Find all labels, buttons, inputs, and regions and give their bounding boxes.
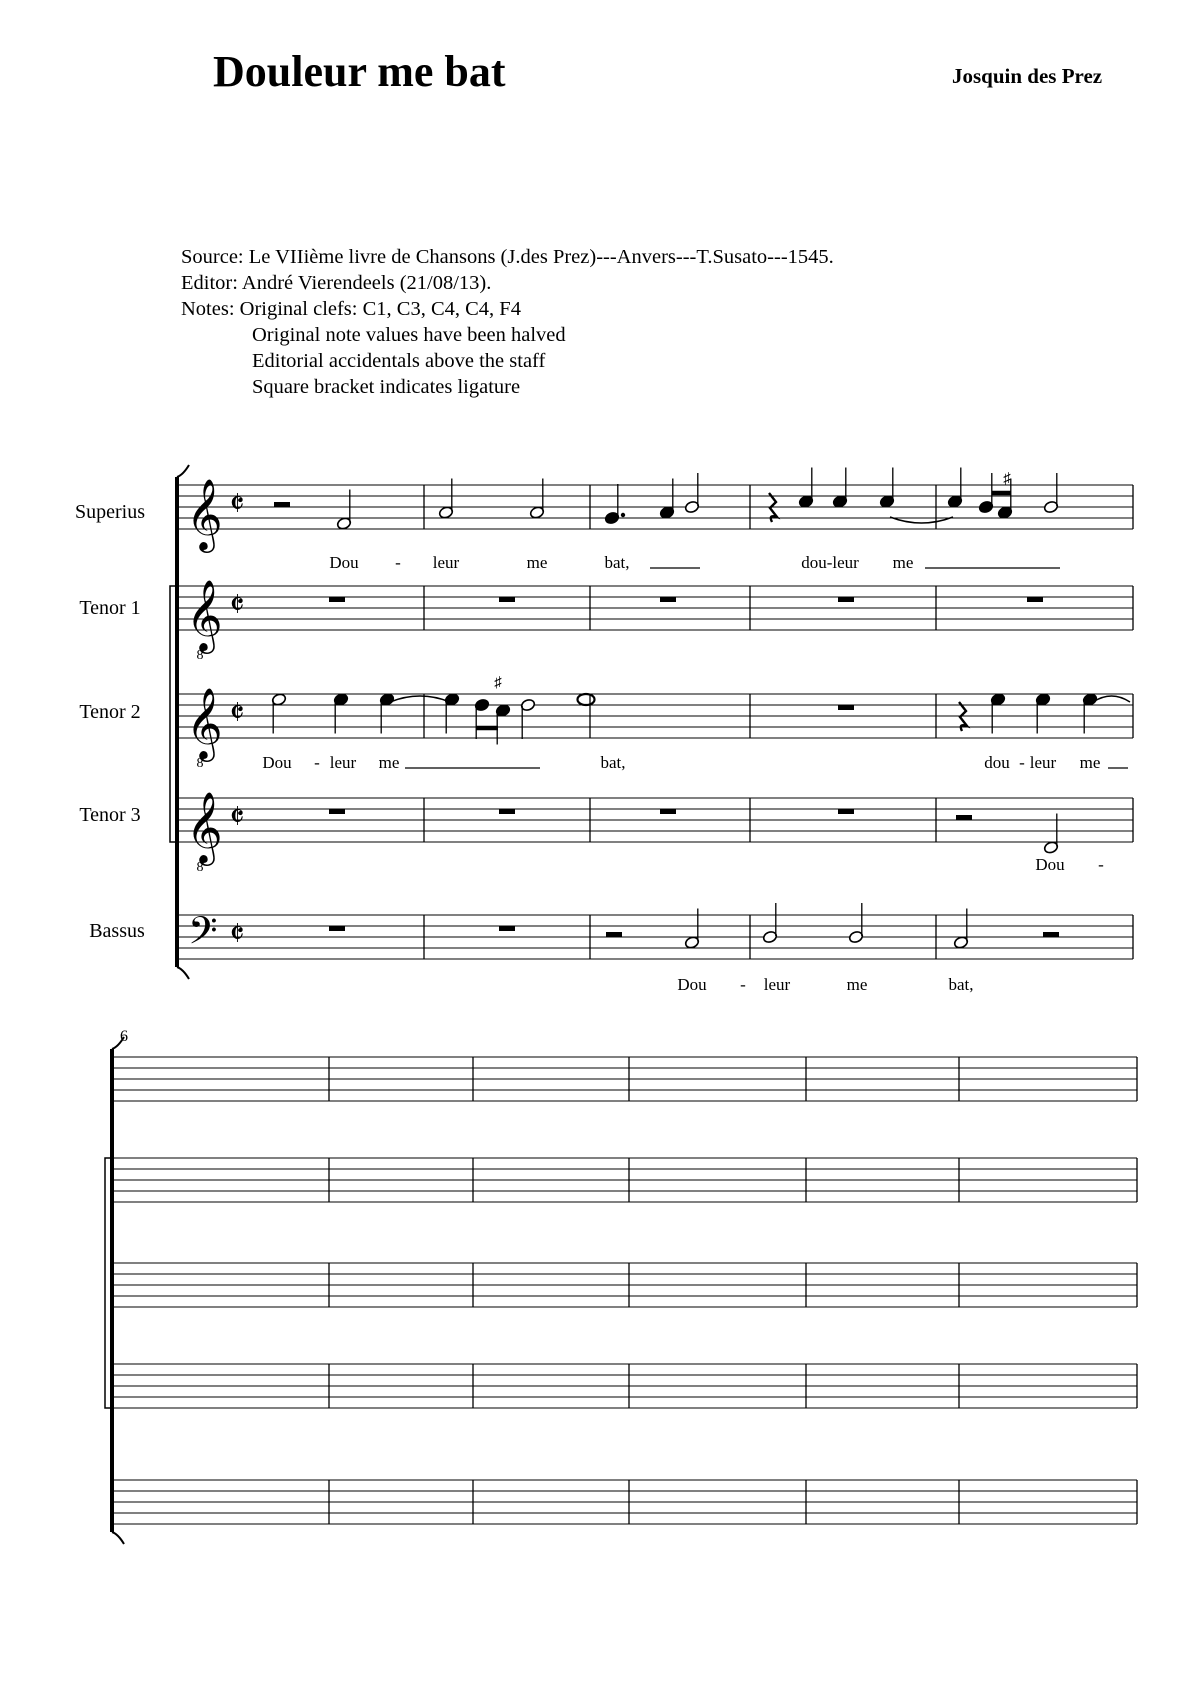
measure-number: 6 (120, 1028, 128, 1045)
cut-time-icon: 𝄵 (229, 695, 245, 732)
lyric-syllable: Dou (1035, 855, 1065, 874)
whole-rest (838, 597, 854, 602)
cut-time-icon: 𝄵 (229, 799, 245, 836)
half-rest (1043, 932, 1059, 937)
brace-hook (177, 465, 189, 477)
brace-hook (112, 1532, 124, 1544)
note (474, 698, 490, 739)
staff-system1 (177, 586, 1133, 630)
whole-rest (1027, 597, 1043, 602)
half-rest (274, 502, 290, 507)
editor-line: Editor: André Vierendeels (21/08/13). (181, 272, 492, 294)
note (520, 698, 536, 739)
lyric-syllable: leur (329, 753, 357, 772)
note (684, 473, 700, 514)
bass-clef-icon: 𝄢 (188, 910, 218, 961)
whole-rest (499, 926, 515, 931)
note (1043, 473, 1059, 514)
whole-rest (499, 597, 515, 602)
part-name-bassus: Bassus (89, 920, 145, 942)
treble-clef-icon: 𝄞 (186, 690, 223, 758)
note-values-line: Original note values have been halved (252, 324, 566, 346)
lyric-syllable: - (314, 753, 320, 772)
note (798, 468, 814, 509)
whole-rest (329, 597, 345, 602)
part-name-superius: Superius (75, 501, 145, 523)
lyric-syllable: - (740, 975, 746, 994)
note (762, 903, 778, 944)
lyric-syllable: me (378, 753, 400, 772)
lyric-syllable: - (1019, 753, 1025, 772)
lyric-syllable: bat, (948, 975, 974, 994)
half-rest (956, 815, 972, 820)
octave-eight-mark: 8 (196, 648, 204, 663)
treble-clef-icon: 𝄞 (186, 481, 223, 549)
staff-system2 (112, 1057, 1137, 1101)
cut-time-icon: 𝄵 (229, 486, 245, 523)
brace-hook (177, 967, 189, 979)
whole-rest (838, 705, 854, 710)
lyric-syllable: dou (984, 753, 1010, 772)
tie (1093, 696, 1130, 702)
part-name-tenor3: Tenor 3 (79, 804, 141, 826)
treble-clef-icon: 𝄞 (186, 582, 223, 650)
accidentals-line: Editorial accidentals above the staff (252, 350, 546, 372)
staff-system2 (112, 1480, 1137, 1524)
whole-rest (660, 597, 676, 602)
staff-system2 (112, 1158, 1137, 1202)
lyric-syllable: Dou (262, 753, 292, 772)
notes-line: Notes: Original clefs: C1, C3, C4, C4, F4 (181, 298, 521, 320)
augmentation-dot (621, 513, 625, 517)
note (848, 903, 864, 944)
half-rest (606, 932, 622, 937)
lyric-syllable: Dou (677, 975, 707, 994)
part-name-tenor1: Tenor 1 (79, 597, 141, 619)
treble-clef-icon: 𝄞 (186, 794, 223, 862)
lyric-syllable: leur (763, 975, 791, 994)
staff-system1 (177, 694, 1133, 738)
whole-rest (499, 809, 515, 814)
octave-eight-mark: 8 (196, 756, 204, 771)
whole-rest (329, 809, 345, 814)
cut-time-icon: 𝄵 (229, 587, 245, 624)
note (832, 468, 848, 509)
staff-system1 (177, 915, 1133, 959)
lyric-syllable: leur (1029, 753, 1057, 772)
lyric-syllable: me (526, 553, 548, 572)
staff-system2 (112, 1364, 1137, 1408)
note (879, 468, 895, 509)
lyric-syllable: leur (432, 553, 460, 572)
part-name-tenor2: Tenor 2 (79, 701, 141, 723)
lyric-syllable: bat, (600, 753, 626, 772)
lyric-syllable: - (395, 553, 401, 572)
lyric-syllable: me (892, 553, 914, 572)
note (604, 484, 620, 525)
octave-eight-mark: 8 (196, 860, 204, 875)
sharp-icon: ♯ (1003, 471, 1011, 487)
note (578, 694, 595, 705)
whole-rest (329, 926, 345, 931)
lyric-syllable: me (846, 975, 868, 994)
whole-rest (660, 809, 676, 814)
lyric-syllable: me (1079, 753, 1101, 772)
tie (390, 696, 450, 702)
whole-rest (838, 809, 854, 814)
lyric-syllable: Dou (329, 553, 359, 572)
composer-name: Josquin des Prez (952, 64, 1103, 88)
lyric-syllable: - (1098, 855, 1104, 874)
lyric-syllable: bat, (604, 553, 630, 572)
note (947, 468, 963, 509)
lyric-syllable: dou-leur (801, 553, 859, 572)
note (978, 473, 994, 514)
staff-system2 (112, 1263, 1137, 1307)
sharp-icon: ♯ (494, 675, 502, 691)
piece-title: Douleur me bat (213, 47, 506, 96)
source-line: Source: Le VIIième livre de Chansons (J.des Prez)---Anvers---T.Susato---1545. (181, 246, 834, 268)
staff-system1 (177, 798, 1133, 842)
cut-time-icon: 𝄵 (229, 916, 245, 953)
ligature-line: Square bracket indicates ligature (252, 376, 521, 398)
